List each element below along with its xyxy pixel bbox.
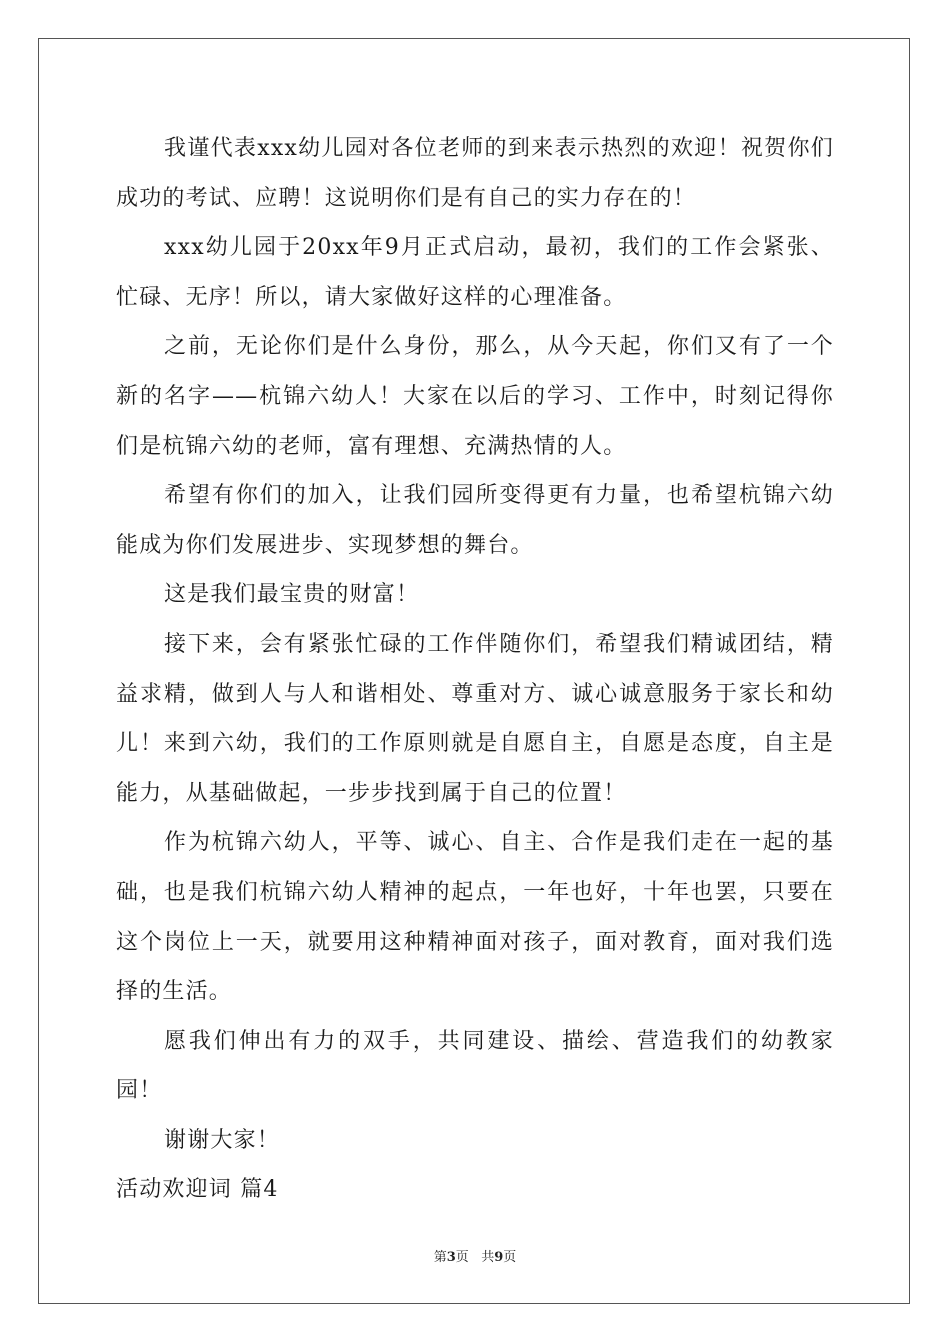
paragraph: 我谨代表xxx幼儿园对各位老师的到来表示热烈的欢迎！祝贺你们成功的考试、应聘！这说明你们是有自己的实力存在的！: [116, 136, 834, 211]
section-heading: 活动欢迎词 篇4: [116, 1177, 279, 1203]
paragraph: 愿我们伸出有力的双手，共同建设、描绘、营造我们的幼教家园！: [116, 1028, 834, 1104]
paragraph: 希望有你们的加入，让我们园所变得更有力量，也希望杭锦六幼能成为你们发展进步、实现梦想的舞台。: [116, 483, 834, 558]
paragraph: 接下来，会有紧张忙碌的工作伴随你们，希望我们精诚团结，精益求精，做到人与人和谐相处、尊重对方、诚心诚意服务于家长和幼儿！来到六幼，我们的工作原则就是自愿自主，自愿是态度，自主是能力，从基础做起，一步步找到属于自己的位置！: [116, 631, 834, 806]
paragraph: 之前，无论你们是什么身份，那么，从今天起，你们又有了一个新的名字——杭锦六幼人！大家在以后的学习、工作中，时刻记得你们是杭锦六幼的老师，富有理想、充满热情的人。: [116, 334, 834, 459]
paragraph: xxx幼儿园于20xx年9月正式启动，最初，我们的工作会紧张、忙碌、无序！所以，请大家做好这样的心理准备。: [116, 235, 834, 310]
current-page-number: 3: [446, 1250, 456, 1265]
paragraph: 谢谢大家！: [164, 1127, 281, 1153]
footer-prefix: 第: [433, 1250, 447, 1265]
footer-total-suffix: 页: [503, 1250, 517, 1265]
paragraph: 作为杭锦六幼人，平等、诚心、自主、合作是我们走在一起的基础，也是我们杭锦六幼人精神的起点，一年也好，十年也罢，只要在这个岗位上一天，就要用这种精神面对孩子，面对教育，面对我们选择的生活。: [116, 830, 834, 1005]
footer-total-prefix: 共: [481, 1250, 495, 1265]
total-pages-number: 9: [494, 1250, 504, 1265]
footer-page-word: 页: [455, 1250, 469, 1265]
page-footer: [0, 1246, 950, 1265]
paragraph: 这是我们最宝贵的财富！: [164, 582, 420, 608]
document-body: [116, 124, 834, 1215]
